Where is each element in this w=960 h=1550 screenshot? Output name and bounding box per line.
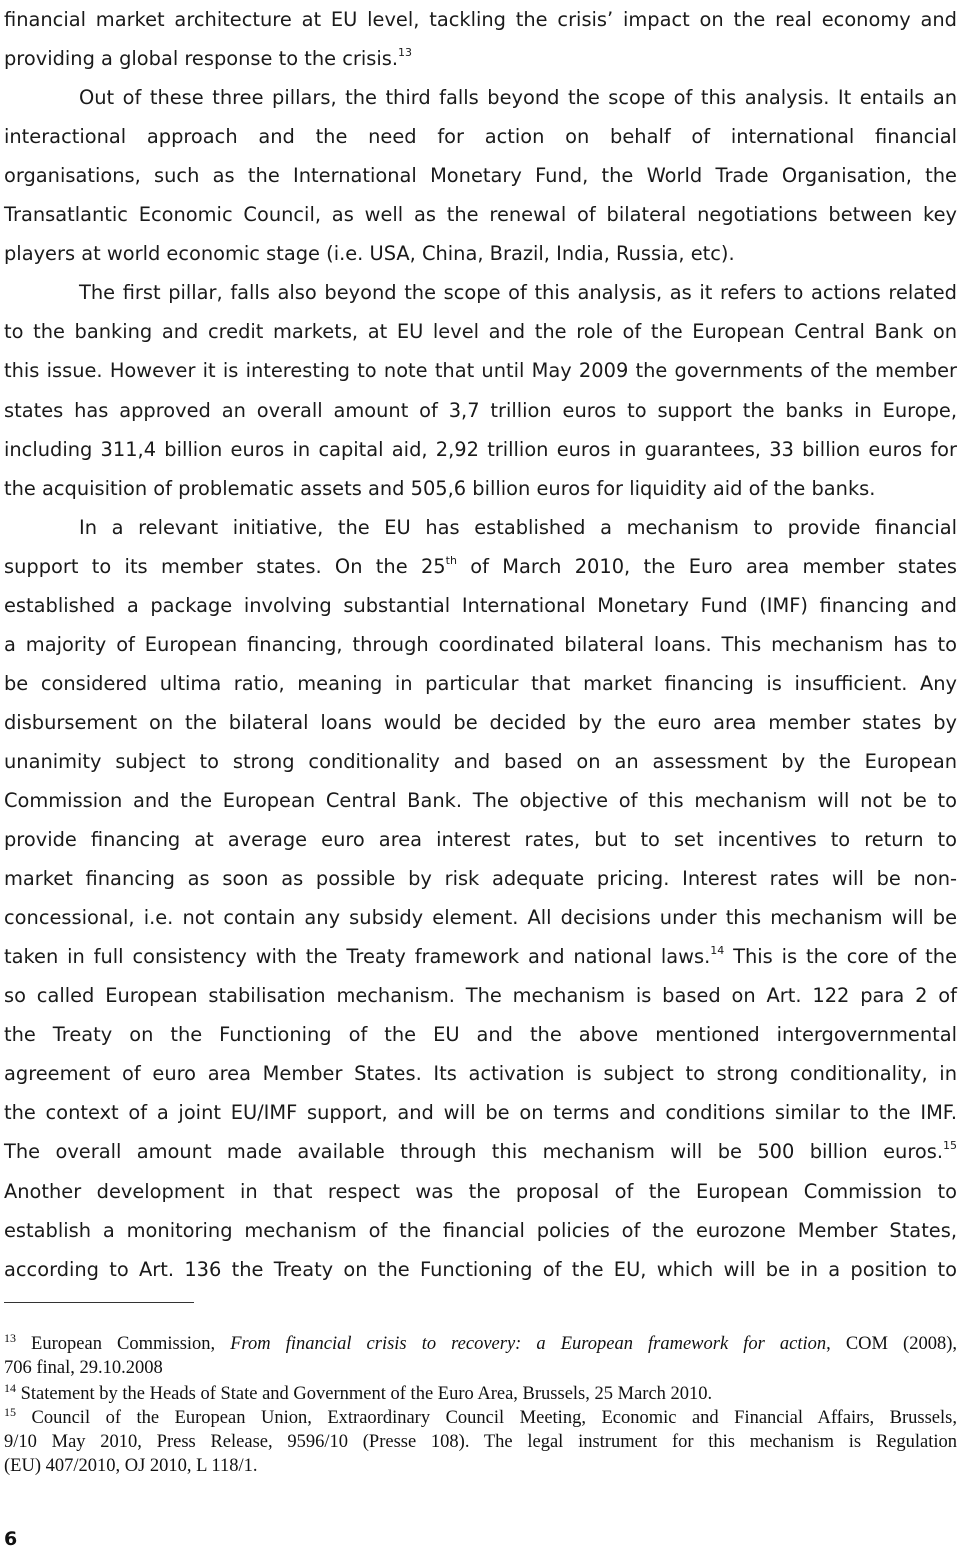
- footnote-separator: [4, 1302, 194, 1303]
- body-line: players at world economic stage (i.e. USA, China, Brazil, India, Russia, etc).: [4, 242, 735, 266]
- footnote-reference: 14: [710, 944, 725, 958]
- body-line: Commission and the European Central Bank. The objective of this mechanism will not be to: [4, 789, 957, 812]
- body-line: In a relevant initiative, the EU has established a mechanism to provide financial: [79, 515, 957, 539]
- body-line: Another development in that respect was the proposal of the European Commission to: [4, 1179, 957, 1203]
- footnote-line: 9/10 May 2010, Press Release, 9596/10 (Presse 108). The legal instrument for this mechanism is Regulation: [4, 1432, 957, 1452]
- body-line: taken in full consistency with the Treaty framework and national laws.$^{14}$ This is the core of the: [4, 944, 957, 969]
- footnote-number: 15: [4, 1405, 16, 1419]
- body-line: The first pillar, falls also beyond the scope of this analysis, as it refers to actions related: [79, 281, 957, 305]
- body-line: so called European stabilisation mechanism. The mechanism is based on Art. 122 para 2 of: [4, 984, 957, 1008]
- footnote-reference: th: [445, 553, 457, 567]
- body-line: market financing as soon as possible by risk adequate pricing. Interest rates will be non-: [4, 867, 957, 891]
- body-line: the context of a joint EU/IMF support, and will be on terms and conditions similar to the IMF.: [4, 1101, 957, 1125]
- footnote-reference: 15: [943, 1139, 957, 1153]
- body-line: agreement of euro area Member States. Its activation is subject to strong conditionality, in: [4, 1062, 957, 1086]
- body-line: disbursement on the bilateral loans would be decided by the euro area member states by: [4, 710, 957, 734]
- body-line: the acquisition of problematic assets and 505,6 billion euros for liquidity aid of the banks.: [4, 476, 876, 500]
- body-line: providing a global response to the crisis.$^{13}$: [4, 46, 413, 71]
- footnote-line: (EU) 407/2010, OJ 2010, L 118/1.: [4, 1456, 258, 1476]
- body-line: states has approved an overall amount of 3,7 trillion euros to support the banks in Europe,: [4, 398, 957, 422]
- footnote-reference: 13: [398, 46, 413, 60]
- footnote-line: 706 final, 29.10.2008: [4, 1358, 163, 1378]
- footnote-line: $^{14}$ Statement by the Heads of State and Government of the Euro Area, Brussels, 25 March 2010.: [4, 1381, 713, 1404]
- body-line: support to its member states. On the 25th of March 2010, the Euro area member states: [4, 553, 957, 578]
- body-line: establish a monitoring mechanism of the financial policies of the eurozone Member States,: [4, 1218, 957, 1242]
- body-line: unanimity subject to strong conditionality and based on an assessment by the European: [4, 749, 957, 773]
- footnote-number: 14: [4, 1381, 16, 1395]
- body-line: a majority of European financing, through coordinated bilateral loans. This mechanism has to: [4, 632, 957, 656]
- footnote-line: $^{15}$ Council of the European Union, Extraordinary Council Meeting, Economic and Financial Affairs, Brussels,: [4, 1405, 957, 1428]
- footnote-line: $^{13}$ European Commission, From financial crisis to recovery: a European framework for action, COM (2008),: [4, 1331, 957, 1354]
- body-line: according to Art. 136 the Treaty on the Functioning of the EU, which will be in a position to: [4, 1257, 957, 1281]
- body-line: including 311,4 billion euros in capital aid, 2,92 trillion euros in guarantees, 33 billion euros for: [4, 437, 957, 461]
- footnote-number: 13: [4, 1331, 16, 1345]
- body-line: Out of these three pillars, the third falls beyond the scope of this analysis. It entails an: [79, 86, 957, 110]
- body-line: to the banking and credit markets, at EU level and the role of the European Central Bank on: [4, 320, 957, 344]
- document-title: From financial crisis to recovery: a European framework for action: [230, 1334, 827, 1354]
- body-line: organisations, such as the International Monetary Fund, the World Trade Organisation, the: [4, 164, 957, 188]
- body-line: be considered ultima ratio, meaning in particular that market financing is insufficient. Any: [4, 671, 957, 695]
- body-line: The overall amount made available through this mechanism will be 500 billion euros.$^{15}$: [4, 1139, 957, 1164]
- body-line: this issue. However it is interesting to note that until May 2009 the governments of the member: [4, 359, 957, 383]
- body-line: provide financing at average euro area interest rates, but to set incentives to return to: [4, 828, 957, 852]
- body-line: established a package involving substantial International Monetary Fund (IMF) financing and: [4, 593, 957, 617]
- body-line: Transatlantic Economic Council, as well as the renewal of bilateral negotiations between key: [4, 203, 957, 227]
- body-line: concessional, i.e. not contain any subsidy element. All decisions under this mechanism will be: [4, 906, 957, 930]
- body-line: the Treaty on the Functioning of the EU and the above mentioned intergovernmental: [4, 1023, 957, 1047]
- page-number: 6: [4, 1528, 18, 1550]
- body-line: interactional approach and the need for action on behalf of international financial: [4, 125, 957, 149]
- body-line: financial market architecture at EU level, tackling the crisis’ impact on the real economy and: [4, 8, 957, 31]
